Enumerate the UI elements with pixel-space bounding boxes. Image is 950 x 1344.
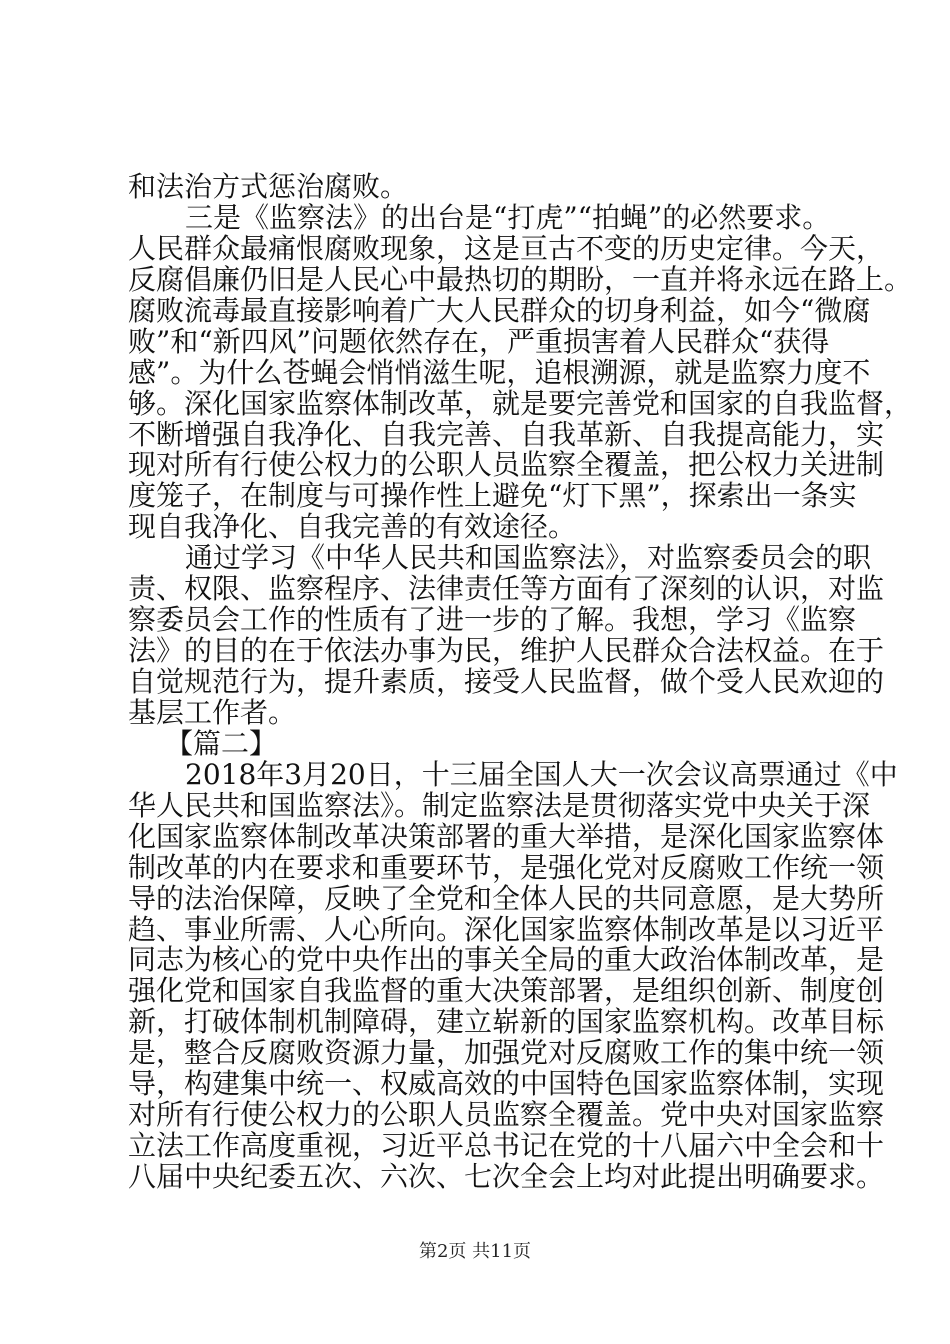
text-line: 基层工作者。 — [128, 696, 297, 729]
text-line: 立法工作高度重视，习近平总书记在党的十八届六中全会和十 — [128, 1129, 885, 1162]
text-line: 法》的目的在于依法办事为民，维护人民群众合法权益。在于 — [128, 634, 885, 667]
text-line: 败”和“新四风”问题依然存在，严重损害着人民群众“获得 — [128, 325, 830, 358]
text-line: 化国家监察体制改革决策部署的重大举措，是深化国家监察体 — [128, 820, 885, 853]
page-number-footer: 第2页 共11页 — [418, 1241, 532, 1262]
text-line: 现对所有行使公权力的公职人员监察全覆盖，把公权力关进制 — [128, 448, 885, 481]
text-line: 现自我净化、自我完善的有效途径。 — [128, 510, 577, 543]
text-line: 人民群众最痛恨腐败现象，这是亘古不变的历史定律。今天， — [128, 232, 885, 265]
text-line: 对所有行使公权力的公职人员监察全覆盖。党中央对国家监察 — [128, 1098, 885, 1131]
text-line: 和法治方式惩治腐败。 — [128, 170, 409, 203]
text-line: 导，构建集中统一、权威高效的中国特色国家监察体制，实现 — [128, 1067, 885, 1100]
text-line: 感”。为什么苍蝇会悄悄滋生呢，追根溯源，就是监察力度不 — [128, 356, 871, 389]
text-line: 通过学习《中华人民共和国监察法》，对监察委员会的职 — [185, 541, 872, 574]
section-heading: 【篇二】 — [165, 727, 278, 760]
text-line: 腐败流毒最直接影响着广大人民群众的切身利益，如今“微腐 — [128, 294, 871, 327]
text-line: 反腐倡廉仍旧是人民心中最热切的期盼，一直并将永远在路上。 — [128, 263, 913, 296]
text-line: 2018年3月20日，十三届全国人大一次会议高票通过《中 — [185, 758, 898, 791]
text-line: 够。深化国家监察体制改革，就是要完善党和国家的自我监督， — [128, 387, 913, 420]
text-line: 导的法治保障，反映了全党和全体人民的共同意愿，是大势所 — [128, 882, 885, 915]
text-line: 责、权限、监察程序、法律责任等方面有了深刻的认识，对监 — [128, 572, 885, 605]
text-line: 趋、事业所需、人心所向。深化国家监察体制改革是以习近平 — [128, 913, 885, 946]
text-line: 华人民共和国监察法》。制定监察法是贯彻落实党中央关于深 — [128, 789, 871, 822]
text-line: 自觉规范行为，提升素质，接受人民监督，做个受人民欢迎的 — [128, 665, 885, 698]
text-line: 是，整合反腐败资源力量，加强党对反腐败工作的集中统一领 — [128, 1036, 885, 1069]
text-line: 度笼子，在制度与可操作性上避免“灯下黑”，探索出一条实 — [128, 479, 857, 512]
text-line: 强化党和国家自我监督的重大决策部署，是组织创新、制度创 — [128, 974, 885, 1007]
text-line: 同志为核心的党中央作出的事关全局的重大政治体制改革，是 — [128, 943, 885, 976]
text-line: 三是《监察法》的出台是“打虎”“拍蝇”的必然要求。 — [185, 201, 831, 234]
text-line: 不断增强自我净化、自我完善、自我革新、自我提高能力，实 — [128, 418, 885, 451]
text-line: 八届中央纪委五次、六次、七次全会上均对此提出明确要求。 — [128, 1160, 885, 1193]
text-line: 新，打破体制机制障碍，建立崭新的国家监察机构。改革目标 — [128, 1005, 885, 1038]
text-line: 察委员会工作的性质有了进一步的了解。我想，学习《监察 — [128, 603, 857, 636]
text-line: 制改革的内在要求和重要环节，是强化党对反腐败工作统一领 — [128, 851, 885, 884]
